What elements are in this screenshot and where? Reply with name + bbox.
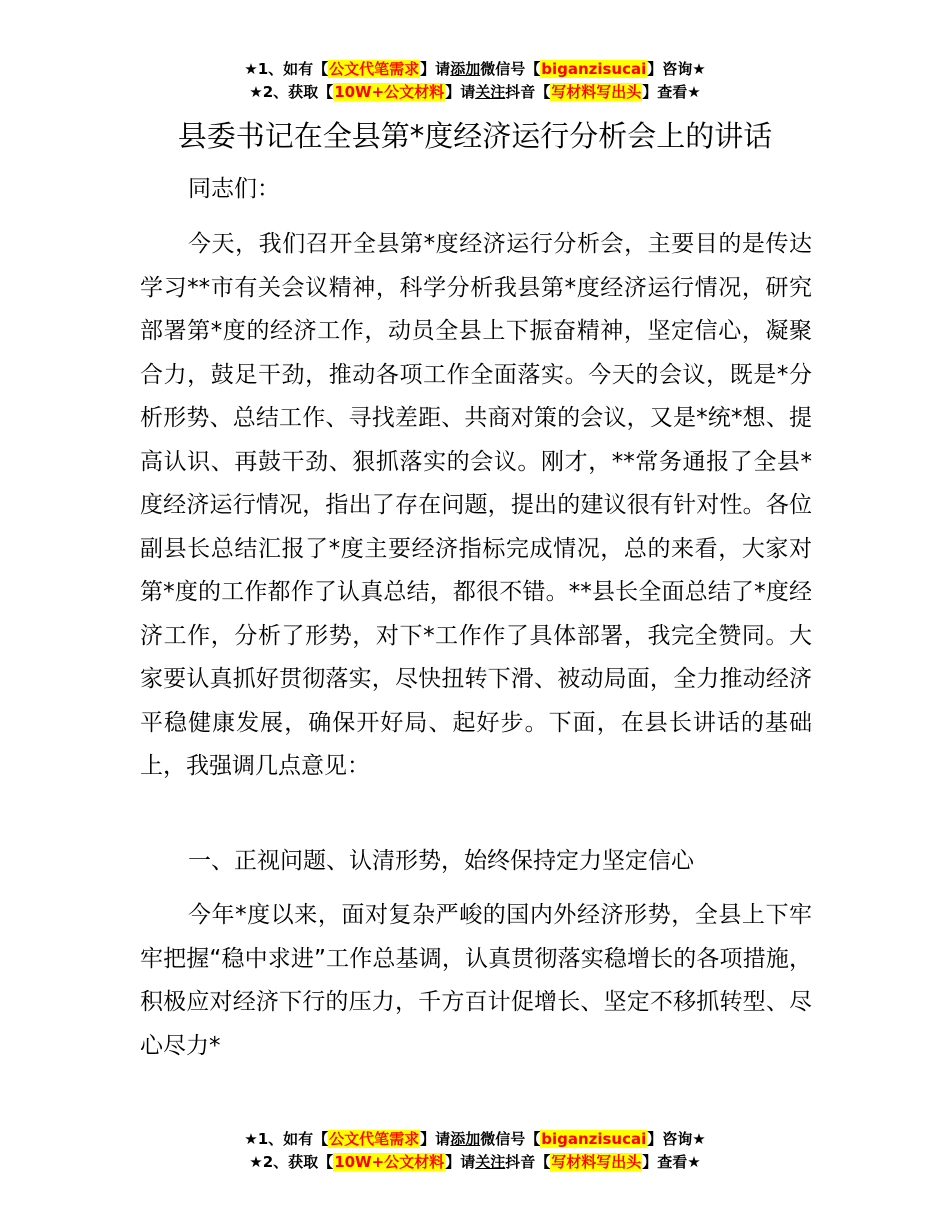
banner-text: 微信号【 — [480, 1130, 541, 1148]
paragraph-intro: 今天，我们召开全县第*度经济运行分析会，主要目的是传达学习**市有关会议精神，科学分析我县第*度经济运行情况，研究部署第*度的经济工作，动员全县上下振奋精神，坚定信心，凝聚合力，鼓足干劲，推动各项工作全面落实。今天的会议，既是*分析形势、总结工作、寻找差距、共商对策的会议，又是*统*想、提高认识、再鼓干劲、狠抓落实的会议。刚才，**常务通报了全县*度经济运行情况，指出了存在问题，提出的建议很有针对性。各位副县长总结汇报了*度主要经济指标完成情况，总的来看，大家对第*度的工作都作了认真总结，都很不错。**县长全面总结了*度经济工作，分析了形势，对下*工作作了具体部署，我完全赞同。大家要认真抓好贯彻落实，尽快扭转下滑、被动局面，全力推动经济平稳健康发展，确保开好局、起好步。下面，在县长讲话的基础上，我强调几点意见： — [140, 231, 812, 779]
banner-line-2 — [0, 81, 950, 104]
banner-text: 】咨询★ — [647, 1130, 706, 1148]
banner-line-1 — [0, 58, 950, 81]
banner-text: 】请 — [420, 60, 451, 78]
banner-highlight-douyin: 写材料写出头 — [551, 83, 642, 101]
banner-text: ★1、如有【 — [244, 1130, 329, 1148]
banner-emphasis: 关注 — [475, 1153, 506, 1171]
banner-line-1 — [0, 1128, 950, 1151]
banner-highlight-service: 公文代笔需求 — [329, 1130, 420, 1148]
document-title: 县委书记在全县第*度经济运行分析会上的讲话 — [177, 119, 773, 153]
banner-text: 】请 — [445, 83, 476, 101]
banner-emphasis: 添加 — [450, 60, 481, 78]
banner-emphasis: 添加 — [450, 1130, 481, 1148]
banner-text: 】请 — [420, 1130, 451, 1148]
banner-text: ★1、如有【 — [244, 60, 329, 78]
banner-text: 】咨询★ — [647, 60, 706, 78]
banner-highlight-douyin: 写材料写出头 — [551, 1153, 642, 1171]
banner-emphasis: 关注 — [475, 83, 506, 101]
banner-text: ★2、获取【 — [249, 1153, 334, 1171]
banner-text: 】请 — [445, 1153, 476, 1171]
banner-text: ★2、获取【 — [249, 83, 334, 101]
header-banner — [0, 58, 950, 104]
banner-highlight-wechat-id: biganzisucai — [541, 1130, 647, 1148]
banner-highlight-wechat-id: biganzisucai — [541, 60, 647, 78]
banner-text: 】查看★ — [642, 83, 701, 101]
banner-text: 抖音【 — [505, 83, 551, 101]
greeting: 同志们： — [188, 176, 280, 202]
paragraph-section-1: 今年*度以来，面对复杂严峻的国内外经济形势，全县上下牢牢把握“稳中求进”工作总基调，认真贯彻落实稳增长的各项措施，积极应对经济下行的压力，千方百计促增长、坚定不移抓转型、尽心尽力* — [140, 902, 812, 1059]
banner-highlight-materials: 10W+公文材料 — [334, 1153, 445, 1171]
banner-highlight-materials: 10W+公文材料 — [334, 83, 445, 101]
section-heading-1: 一、正视问题、认清形势，始终保持定力坚定信心 — [188, 848, 694, 874]
banner-text: 】查看★ — [642, 1153, 701, 1171]
banner-highlight-service: 公文代笔需求 — [329, 60, 420, 78]
footer-banner — [0, 1128, 950, 1174]
banner-line-2 — [0, 1151, 950, 1174]
banner-text: 微信号【 — [480, 60, 541, 78]
banner-text: 抖音【 — [505, 1153, 551, 1171]
